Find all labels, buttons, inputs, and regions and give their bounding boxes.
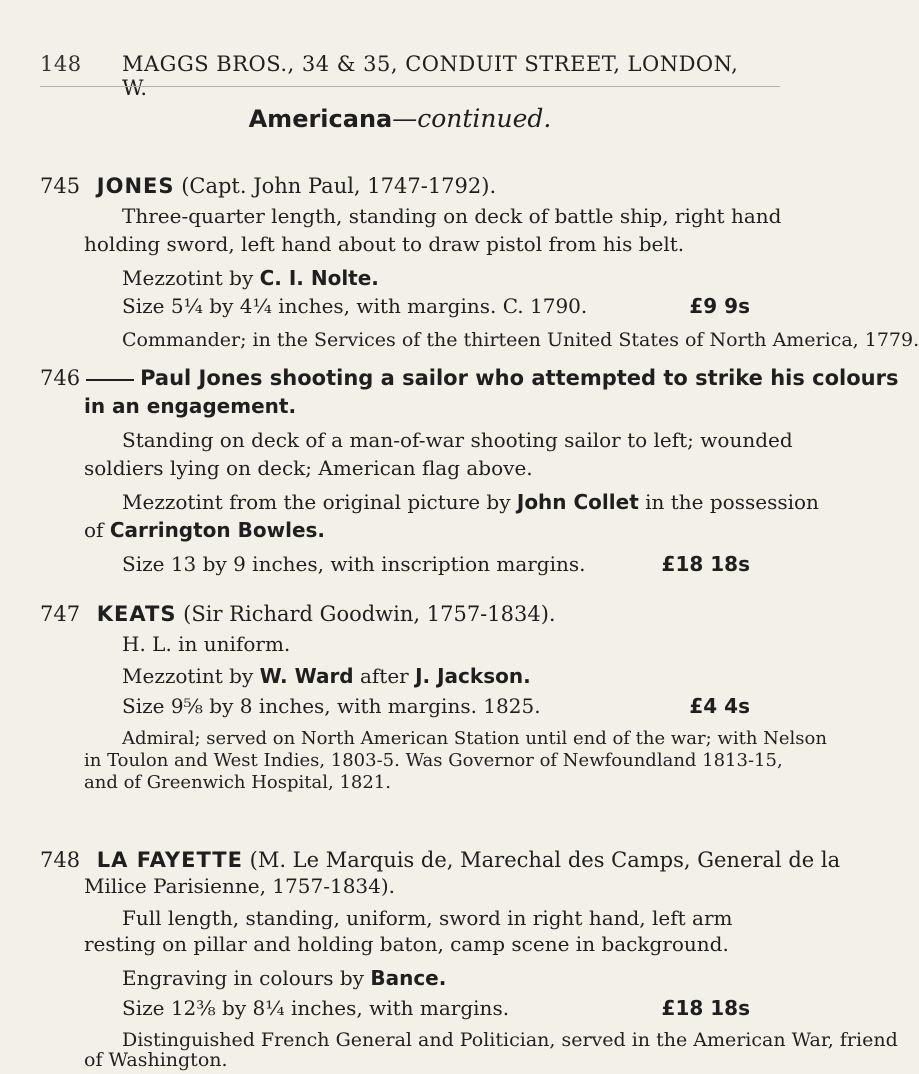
size-line: Size 12⅜ by 8¼ inches, with margins. (122, 996, 510, 1020)
description-line: resting on pillar and holding baton, camp scene in background. (84, 932, 729, 956)
entry-heading (40, 364, 898, 392)
description-line: Three-quarter length, standing on deck of battle ship, right hand (122, 204, 782, 228)
artist-name: J. Jackson. (415, 664, 531, 688)
page-header (40, 52, 770, 100)
entry-number: 746 (40, 366, 81, 390)
entry-note-line: Distinguished French General and Politician, served in the American War, friend (122, 1029, 898, 1051)
description-line: Full length, standing, uniform, sword in right hand, left arm (122, 906, 733, 930)
entry-note-line: Admiral; served on North American Station until end of the war; with Nelson (122, 728, 827, 749)
engraver-line2-prefix: of (84, 518, 104, 542)
entry-note-line: of Washington. (84, 1049, 228, 1071)
entry-heading-rest: (Capt. John Paul, 1747-1792). (181, 174, 497, 198)
entry-name: KEATS (96, 602, 177, 626)
entry-heading-line2: Milice Parisienne, 1757-1834). (84, 874, 396, 898)
engraver-name: John Collet (516, 490, 639, 514)
entry-heading-bold-2: in an engagement. (84, 394, 297, 418)
section-title-bold: Americana (248, 105, 393, 133)
entry-name: LA FAYETTE (96, 848, 243, 872)
engraver-prefix: Mezzotint from the original picture by (122, 490, 511, 514)
size-line: Size 5¼ by 4¼ inches, with margins. C. 1790. (122, 294, 588, 318)
engraver-line (122, 488, 819, 516)
owner-name: Carrington Bowles. (109, 518, 326, 542)
engraver-middle: after (359, 664, 409, 688)
engraver-line (122, 662, 531, 690)
entry-name: JONES (96, 174, 175, 198)
price: £18 18s (661, 552, 750, 576)
entry-heading (40, 846, 840, 874)
page-number: 148 (40, 52, 82, 76)
price: £9 9s (689, 294, 750, 318)
engraver-line (122, 264, 379, 292)
entry-number: 748 (40, 848, 81, 872)
entry-number: 747 (40, 602, 81, 626)
entry-note-line: in Toulon and West Indies, 1803-5. Was Governor of Newfoundland 1813-15, (84, 750, 783, 771)
entry-heading (40, 600, 556, 628)
engraver-prefix: Engraving in colours by (122, 966, 364, 990)
header-rule (40, 86, 780, 87)
engraver-prefix: Mezzotint by (122, 266, 254, 290)
entry-heading-rest: (Sir Richard Goodwin, 1757-1834). (183, 602, 556, 626)
engraver-name: W. Ward (259, 664, 354, 688)
engraver-name: Bance. (370, 966, 447, 990)
entry-heading-bold: Paul Jones shooting a sailor who attempted to strike his colours (140, 366, 899, 390)
header-title: MAGGS BROS., 34 & 35, CONDUIT STREET, LONDON, W. (122, 52, 739, 100)
price: £4 4s (689, 694, 750, 718)
entry-heading-rest: (M. Le Marquis de, Marechal des Camps, General de la (249, 848, 841, 872)
engraver-line-2 (84, 516, 325, 544)
entry-heading (40, 172, 496, 200)
description-line: H. L. in uniform. (122, 632, 291, 656)
description-line: Standing on deck of a man-of-war shooting sailor to left; wounded (122, 428, 793, 452)
engraver-name: C. I. Nolte. (259, 266, 379, 290)
engraver-line (122, 964, 446, 992)
engraver-prefix: Mezzotint by (122, 664, 254, 688)
engraver-suffix: in the possession (645, 490, 819, 514)
description-line: soldiers lying on deck; American flag above. (84, 456, 533, 480)
entry-number: 745 (40, 174, 81, 198)
ditto-dash (86, 379, 134, 381)
size-line: Size 13 by 9 inches, with inscription margins. (122, 552, 586, 576)
size-line: Size 9⅝ by 8 inches, with margins. 1825. (122, 694, 541, 718)
section-title (0, 104, 800, 133)
price: £18 18s (661, 996, 750, 1020)
section-title-italic: —continued. (392, 104, 552, 133)
entry-note-line: and of Greenwich Hospital, 1821. (84, 772, 391, 793)
description-line: holding sword, left hand about to draw pistol from his belt. (84, 232, 685, 256)
entry-note: Commander; in the Services of the thirteen United States of North America, 1779. (122, 329, 919, 351)
